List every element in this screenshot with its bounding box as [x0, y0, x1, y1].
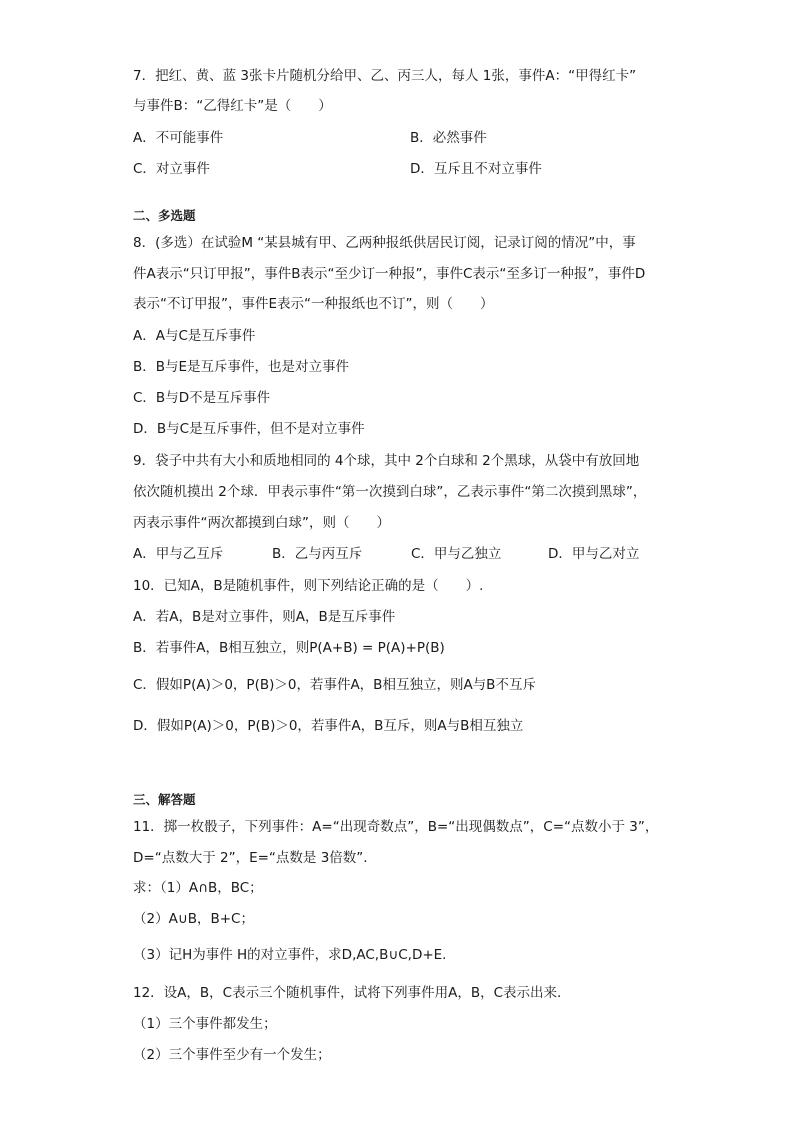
q8-stem-line3: 表示“不订甲报”，事件E表示“一种报纸也不订”，则（ ）: [133, 296, 494, 312]
q9-stem-line2: 依次随机摸出 2个球．甲表示事件“第一次摸到白球”，乙表示事件“第二次摸到黑球”，: [133, 484, 647, 500]
q11-stem-line1: 11．掷一枚骰子，下列事件：A=“出现奇数点”，B=“出现偶数点”，C=“点数小于 3”，: [133, 819, 659, 835]
q8-stem-line2: 件A表示“只订甲报”，事件B表示“至少订一种报”，事件C表示“至多订一种报”，事件D: [133, 266, 646, 282]
q11-part3: （3）记H为事件 H的对立事件，求D,AC,B∪C,D+E.: [133, 947, 447, 963]
q8-option-c: C．B与D不是互斥事件: [133, 390, 271, 406]
q11-part1: 求：（1）A∩B，BC；: [133, 880, 263, 896]
section-heading-solution-questions: 三、解答题: [133, 792, 196, 807]
q10-option-a: A．若A，B是对立事件，则A，B是互斥事件: [133, 609, 396, 625]
q9-stem-line3: 丙表示事件“两次都摸到白球”，则（ ）: [133, 515, 390, 531]
q7-option-a: A．不可能事件: [133, 130, 224, 146]
q9-stem-line1: 9．袋子中共有大小和质地相同的 4个球，其中 2个白球和 2个黑球，从袋中有放回地: [133, 453, 640, 469]
q9-option-d: D．甲与乙对立: [548, 546, 640, 562]
q9-option-c: C．甲与乙独立: [411, 546, 502, 562]
q12-part2: （2）三个事件至少有一个发生；: [133, 1047, 331, 1063]
q7-option-d: D．互斥且不对立事件: [410, 161, 542, 177]
q8-option-a: A．A与C是互斥事件: [133, 328, 256, 344]
q12-stem-line1: 12．设A，B，C表示三个随机事件，试将下列事件用A，B，C表示出来.: [133, 985, 562, 1001]
q7-stem-line2: 与事件B：“乙得红卡”是（ ）: [133, 98, 332, 114]
q10-option-c: C．假如P(A)＞0，P(B)＞0，若事件A，B相互独立，则A与B不互斥: [133, 677, 536, 693]
q11-stem-line2: D=“点数大于 2”，E=“点数是 3倍数”.: [133, 850, 368, 866]
q9-option-a: A．甲与乙互斥: [133, 546, 224, 562]
q7-stem-line1: 7．把红、黄、蓝 3张卡片随机分给甲、乙、丙三人，每人 1张，事件A：“甲得红卡”: [133, 68, 637, 84]
q9-option-b: B．乙与丙互斥: [272, 546, 363, 562]
q8-option-d: D．B与C是互斥事件，但不是对立事件: [133, 421, 365, 437]
q7-option-c: C．对立事件: [133, 161, 210, 177]
q10-option-d: D．假如P(A)＞0，P(B)＞0，若事件A，B互斥，则A与B相互独立: [133, 718, 524, 734]
q7-option-b: B．必然事件: [410, 130, 487, 146]
q10-stem-line1: 10．已知A，B是随机事件，则下列结论正确的是（ ）.: [133, 578, 484, 594]
q10-option-b: B．若事件A，B相互独立，则P(A+B) = P(A)+P(B): [133, 640, 445, 656]
q12-part1: （1）三个事件都发生；: [133, 1016, 277, 1032]
q8-stem-line1: 8．(多选）在试验M “某县城有甲、乙两种报纸供居民订阅，记录订阅的情况”中，事: [133, 235, 636, 251]
q11-part2: （2）A∪B，B+C；: [133, 911, 254, 927]
q8-option-b: B．B与E是互斥事件，也是对立事件: [133, 359, 350, 375]
section-heading-multiple-choice: 二、多选题: [133, 208, 196, 223]
